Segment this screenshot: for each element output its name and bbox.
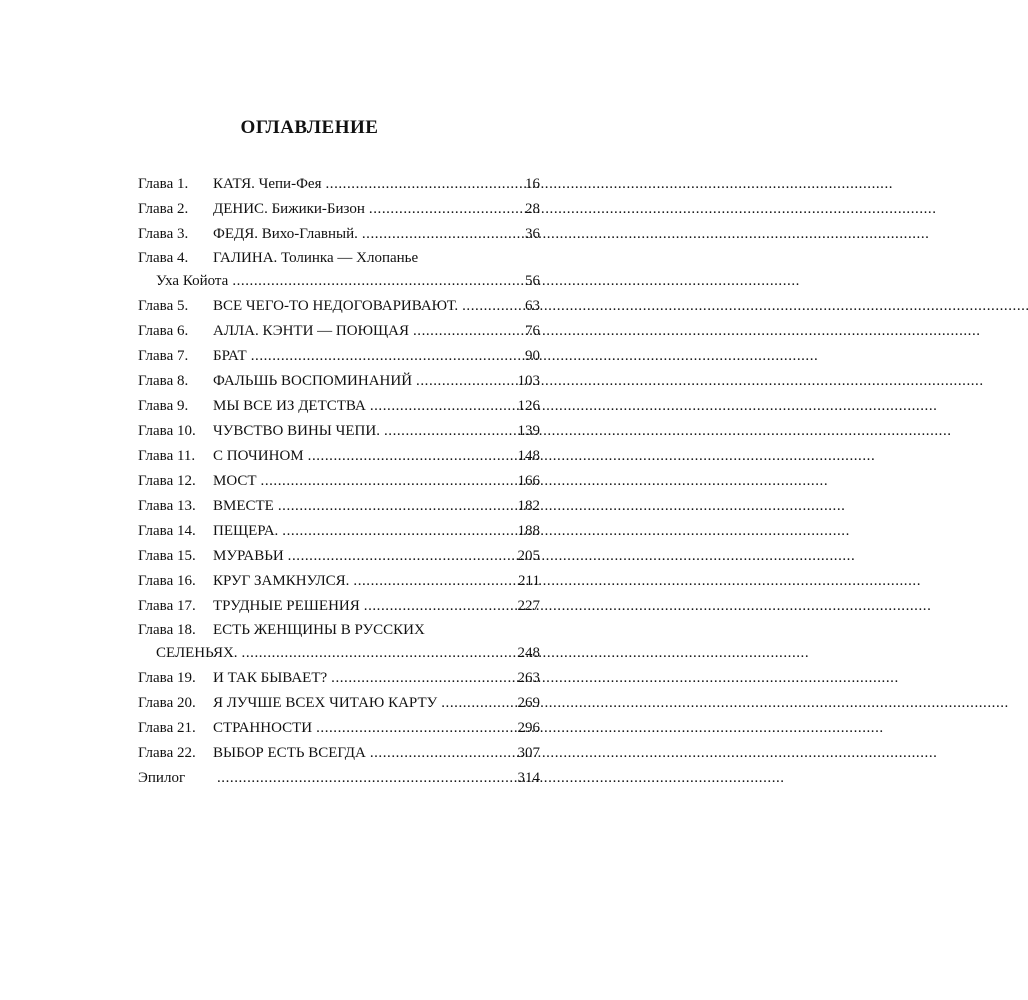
- toc-entry: [138, 619, 540, 641]
- page-number: 307: [517, 745, 540, 761]
- dot-leader: [441, 691, 506, 716]
- page-title: ОГЛАВЛЕНИЕ: [240, 117, 379, 138]
- toc-entry: [138, 666, 540, 691]
- dot-leader: [217, 766, 506, 791]
- toc-entry: [138, 766, 540, 791]
- chapter-title: МЫ ВСЕ ИЗ ДЕТСТВА: [213, 398, 366, 414]
- toc-entry: [138, 494, 540, 519]
- dot-leader: [384, 419, 506, 444]
- toc-entry: [138, 294, 540, 319]
- chapter-title: КАТЯ. Чепи-Фея: [213, 176, 322, 192]
- chapter-label: Глава 16.: [138, 573, 196, 589]
- dot-leader: [242, 641, 506, 666]
- toc-entry: [138, 519, 540, 544]
- chapter-title: ПЕЩЕРА.: [213, 523, 279, 539]
- toc-entry: [138, 172, 540, 197]
- page-number: 148: [517, 448, 540, 464]
- toc-entry: [138, 369, 540, 394]
- chapter-label: Глава 21.: [138, 720, 196, 736]
- page-number: 263: [517, 670, 540, 686]
- toc-entry: [138, 444, 540, 469]
- dot-leader: [364, 594, 506, 619]
- page-number: 90: [525, 348, 540, 364]
- page-number: 76: [525, 323, 540, 339]
- toc-entry: [138, 247, 540, 269]
- page-number: 182: [517, 498, 540, 514]
- dot-leader: [232, 269, 506, 294]
- chapter-title: ТРУДНЫЕ РЕШЕНИЯ: [213, 598, 360, 614]
- page-number: 166: [517, 473, 540, 489]
- chapter-label: Глава 20.: [138, 695, 196, 711]
- chapter-title: С ПОЧИНОМ: [213, 448, 304, 464]
- chapter-title: ЕСТЬ ЖЕНЩИНЫ В РУССКИХ: [213, 622, 425, 638]
- toc-entry: [138, 222, 540, 247]
- chapter-title-continuation: СЕЛЕНЬЯХ.: [156, 645, 238, 661]
- chapter-title: ФАЛЬШЬ ВОСПОМИНАНИЙ: [213, 373, 413, 389]
- page-number: 36: [525, 226, 540, 242]
- dot-leader: [331, 666, 506, 691]
- chapter-label: Глава 14.: [138, 523, 196, 539]
- dot-leader: [316, 716, 506, 741]
- toc-entry: [138, 469, 540, 494]
- chapter-label: Глава 12.: [138, 473, 196, 489]
- chapter-title: АЛЛА. КЭНТИ — ПОЮЩАЯ: [213, 323, 409, 339]
- dot-leader: [261, 469, 506, 494]
- dot-leader: [251, 344, 506, 369]
- dot-leader: [362, 222, 506, 247]
- chapter-label: Глава 17.: [138, 598, 196, 614]
- page-number: 296: [517, 720, 540, 736]
- chapter-label: Глава 18.: [138, 622, 196, 638]
- chapter-title: МОСТ: [213, 473, 257, 489]
- chapter-label: Глава 4.: [138, 250, 189, 266]
- dot-leader: [325, 172, 506, 197]
- chapter-title: ВСЕ ЧЕГО-ТО НЕДОГОВАРИВАЮТ.: [213, 298, 459, 314]
- page-number: 56: [525, 273, 540, 289]
- dot-leader: [413, 319, 506, 344]
- chapter-title: БРАТ: [213, 348, 247, 364]
- page-number: 103: [517, 373, 540, 389]
- toc-entry: [138, 344, 540, 369]
- toc-entry: [138, 197, 540, 222]
- chapter-title: И ТАК БЫВАЕТ?: [213, 670, 328, 686]
- chapter-label: Глава 7.: [138, 348, 189, 364]
- chapter-title: ДЕНИС. Бижики-Бизон: [213, 201, 365, 217]
- chapter-label: Эпилог: [138, 770, 186, 786]
- page-number: 188: [517, 523, 540, 539]
- toc-entry: [138, 741, 540, 766]
- toc-entry-continuation: [138, 641, 540, 666]
- chapter-label: Глава 9.: [138, 398, 189, 414]
- dot-leader: [282, 519, 506, 544]
- chapter-label: Глава 6.: [138, 323, 189, 339]
- page-number: 139: [517, 423, 540, 439]
- chapter-label: Глава 2.: [138, 201, 189, 217]
- toc-entry: [138, 569, 540, 594]
- page-number: 205: [517, 548, 540, 564]
- chapter-title: КРУГ ЗАМКНУЛСЯ.: [213, 573, 350, 589]
- dot-leader: [462, 294, 506, 319]
- chapter-label: Глава 1.: [138, 176, 189, 192]
- page-number: 63: [525, 298, 540, 314]
- chapter-label: Глава 13.: [138, 498, 196, 514]
- page-number: 248: [517, 645, 540, 661]
- dot-leader: [369, 197, 506, 222]
- chapter-title: ВЫБОР ЕСТЬ ВСЕГДА: [213, 745, 366, 761]
- chapter-title: Я ЛУЧШЕ ВСЕХ ЧИТАЮ КАРТУ: [213, 695, 438, 711]
- dot-leader: [370, 394, 506, 419]
- page-number: 314: [517, 770, 540, 786]
- chapter-title: МУРАВЬИ: [213, 548, 284, 564]
- dot-leader: [278, 494, 506, 519]
- chapter-title: ФЕДЯ. Вихо-Главный.: [213, 226, 358, 242]
- table-of-contents: [138, 172, 540, 791]
- page-number: 16: [525, 176, 540, 192]
- toc-entry: [138, 419, 540, 444]
- toc-entry: [138, 716, 540, 741]
- toc-entry: [138, 691, 540, 716]
- chapter-title: ГАЛИНА. Толинка — Хлопанье: [213, 250, 419, 266]
- dot-leader: [288, 544, 506, 569]
- chapter-title: ЧУВСТВО ВИНЫ ЧЕПИ.: [213, 423, 380, 439]
- dot-leader: [416, 369, 506, 394]
- chapter-label: Глава 15.: [138, 548, 196, 564]
- dot-leader: [353, 569, 506, 594]
- dot-leader: [308, 444, 506, 469]
- toc-entry: [138, 319, 540, 344]
- chapter-label: Глава 10.: [138, 423, 196, 439]
- toc-entry: [138, 394, 540, 419]
- chapter-label: Глава 19.: [138, 670, 196, 686]
- chapter-title: ВМЕСТЕ: [213, 498, 274, 514]
- chapter-label: Глава 8.: [138, 373, 189, 389]
- page-number: 269: [517, 695, 540, 711]
- toc-entry: [138, 594, 540, 619]
- dot-leader: [370, 741, 506, 766]
- toc-entry: [138, 544, 540, 569]
- chapter-label: Глава 3.: [138, 226, 189, 242]
- chapter-title-continuation: Уха Койота: [156, 273, 229, 289]
- chapter-label: Глава 22.: [138, 745, 196, 761]
- page-number: 227: [517, 598, 540, 614]
- toc-entry-continuation: [138, 269, 540, 294]
- page-number: 28: [525, 201, 540, 217]
- page-number: 211: [518, 573, 540, 589]
- page-number: 126: [517, 398, 540, 414]
- chapter-title: СТРАННОСТИ: [213, 720, 313, 736]
- chapter-label: Глава 5.: [138, 298, 189, 314]
- chapter-label: Глава 11.: [138, 448, 196, 464]
